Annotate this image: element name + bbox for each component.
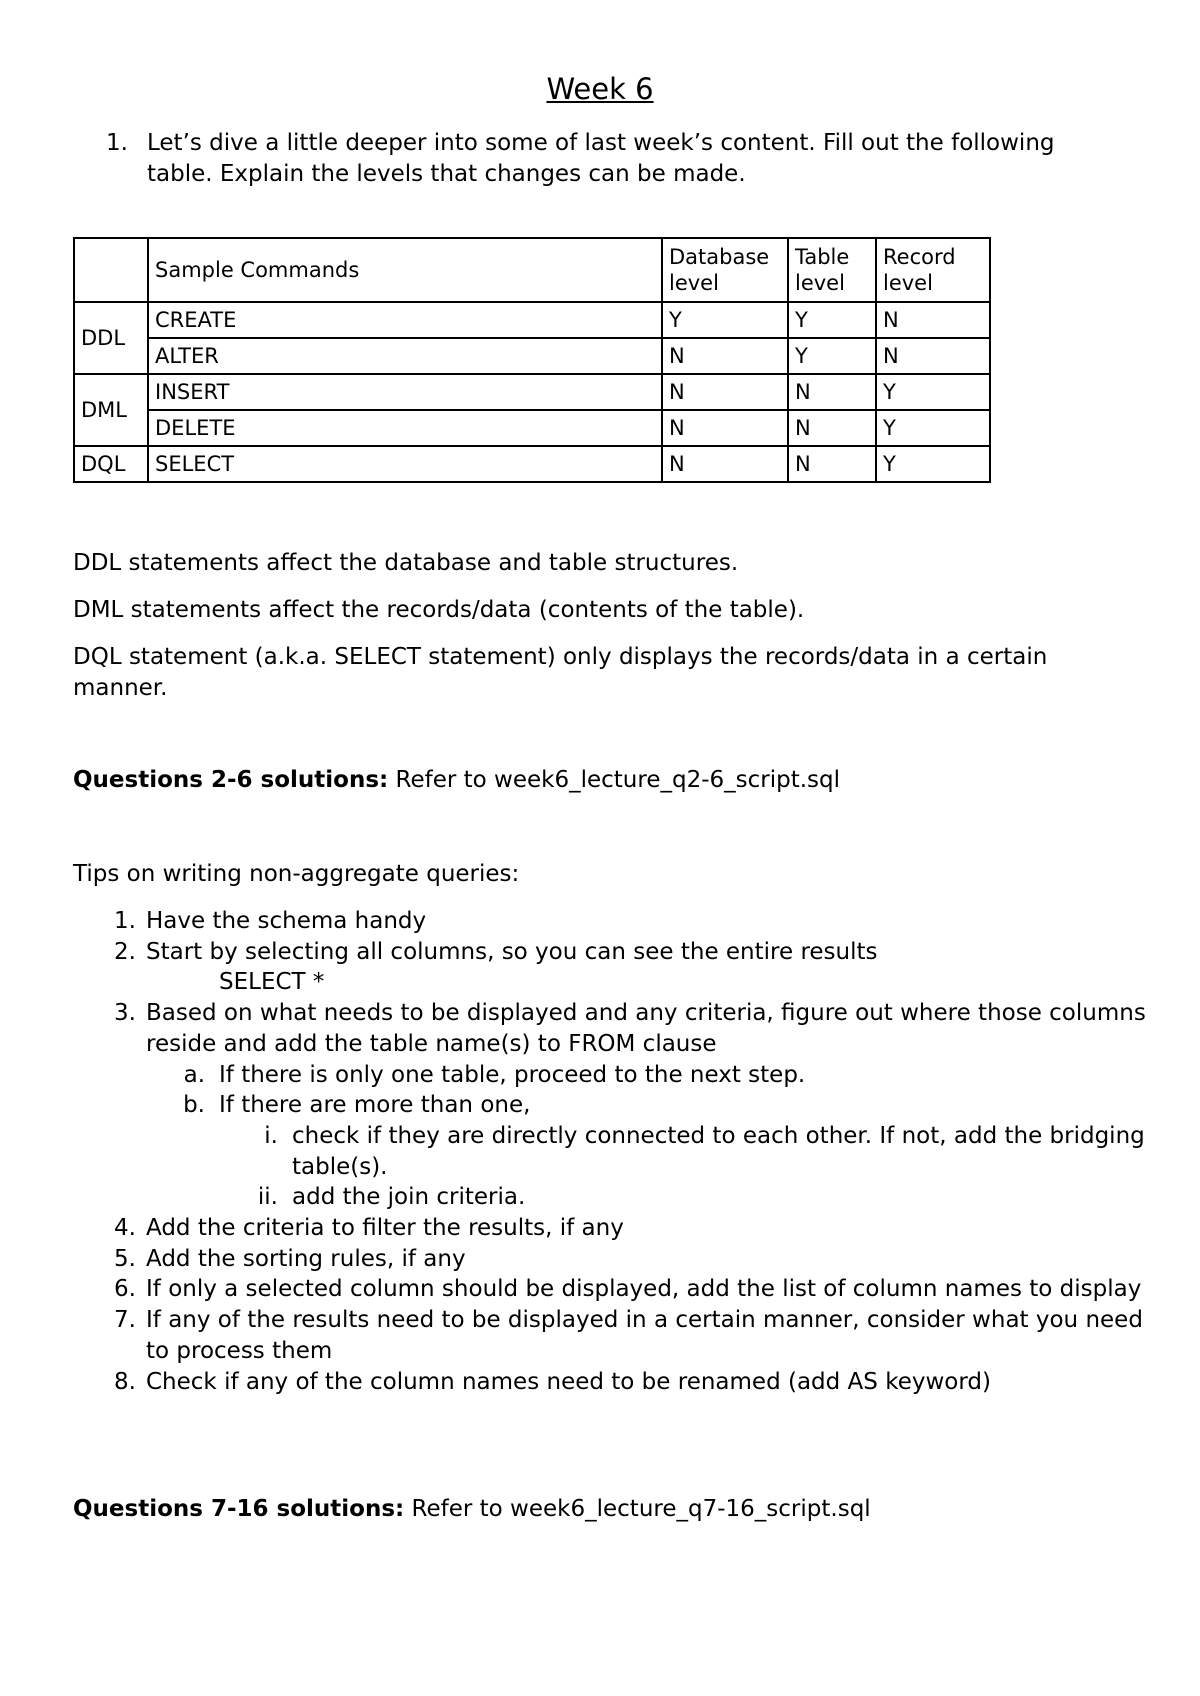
group-cell-dml: DML [74,374,148,446]
header-cell-sample-commands: Sample Commands [148,238,662,302]
header-cell-table-level: Table level [788,238,876,302]
list-item-number: ii. [257,1184,278,1211]
table-row [74,302,990,338]
code-line: SELECT * [219,969,325,996]
list-item [73,1213,1153,1244]
list-item [73,1060,1153,1091]
list-item-text: add the join criteria. [292,1184,526,1211]
list-item-text: Check if any of the column names need to be renamed (add AS keyword) [146,1368,991,1395]
list-item-text: Start by selecting all columns, so you can see the entire results [146,938,878,965]
record-level-cell: Y [876,374,990,410]
dml-statement-text: DML statements affect the records/data (contents of the table). [73,597,805,623]
table-row [74,374,990,410]
table-level-cell: N [788,374,876,410]
database-level-cell: N [662,374,788,410]
list-item [73,937,1153,968]
table-row [74,446,990,482]
questions-2-6-solutions [73,765,1143,796]
list-item [73,998,1153,1059]
questions-7-16-solutions [73,1494,1143,1525]
list-item [73,1121,1153,1182]
question-1-text: Let’s dive a little deeper into some of last week’s content. Fill out the following table. Explain the levels that changes can be made. [147,130,1055,187]
table-level-cell: N [788,446,876,482]
database-level-cell: N [662,410,788,446]
list-item-number: 2. [114,938,136,965]
list-item-number: 8. [114,1368,136,1395]
list-item-number: 5. [114,1245,136,1272]
list-item-text: check if they are directly connected to each other. If not, add the bridging table(s). [292,1122,1145,1180]
list-item-number: b. [183,1092,205,1119]
table-level-cell: Y [788,338,876,374]
dql-statement-text: DQL statement (a.k.a. SELECT statement) only displays the records/data in a certain manner. [73,644,1048,701]
questions-2-6-label: Questions 2-6 solutions: [73,767,389,793]
list-item-number: 4. [114,1215,136,1242]
sql-commands-table [73,237,991,483]
list-item [73,1305,1153,1366]
command-cell: DELETE [148,410,662,446]
tips-heading: Tips on writing non-aggregate queries: [73,861,520,887]
header-cell-group [74,238,148,302]
list-item-text: Based on what needs to be displayed and any criteria, figure out where those columns reside and add the table name(s) to FROM clause [146,1000,1146,1057]
questions-7-16-label: Questions 7-16 solutions: [73,1496,405,1522]
list-item [73,1244,1153,1275]
list-item [73,1182,1153,1213]
list-item-number: 7. [114,1307,136,1334]
ddl-statement-text: DDL statements affect the database and table structures. [73,550,739,576]
command-cell: SELECT [148,446,662,482]
list-item-text: If there is only one table, proceed to the next step. [219,1061,806,1088]
table-level-cell: Y [788,302,876,338]
list-item [73,1367,1153,1398]
header-cell-database-level: Database level [662,238,788,302]
table-row [74,410,990,446]
list-item-text: If only a selected column should be displayed, add the list of column names to display [146,1276,1142,1303]
database-level-cell: Y [662,302,788,338]
list-item-number: i. [264,1122,278,1149]
list-item-number: 1. [114,908,136,934]
command-cell: INSERT [148,374,662,410]
table-row [74,338,990,374]
list-item-text: If there are more than one, [219,1092,531,1119]
list-item [73,1090,1153,1121]
database-level-cell: N [662,446,788,482]
table-level-cell: N [788,410,876,446]
list-item [73,906,1153,937]
list-item-text: Add the criteria to filter the results, if any [146,1215,624,1242]
command-cell: ALTER [148,338,662,374]
page-title: Week 6 [546,72,654,106]
list-item-number: a. [183,1061,205,1088]
list-item-text: Have the schema handy [146,908,427,934]
command-cell: CREATE [148,302,662,338]
list-item-text: Add the sorting rules, if any [146,1245,466,1272]
table-header-row [74,238,990,302]
record-level-cell: Y [876,446,990,482]
questions-7-16-reference: Refer to week6_lecture_q7-16_script.sql [404,1496,871,1522]
header-cell-record-level: Record level [876,238,990,302]
list-item-text: If any of the results need to be displayed in a certain manner, consider what you need to process them [146,1307,1143,1364]
list-item-number: 3. [114,1000,136,1027]
record-level-cell: N [876,338,990,374]
database-level-cell: N [662,338,788,374]
question-1-number: 1. [106,130,128,156]
list-item-number: 6. [114,1276,136,1303]
group-cell-ddl: DDL [74,302,148,374]
group-cell-dql: DQL [74,446,148,482]
list-item [73,1274,1153,1305]
questions-2-6-reference: Refer to week6_lecture_q2-6_script.sql [388,767,841,793]
record-level-cell: N [876,302,990,338]
record-level-cell: Y [876,410,990,446]
tips-list [73,906,1153,1397]
